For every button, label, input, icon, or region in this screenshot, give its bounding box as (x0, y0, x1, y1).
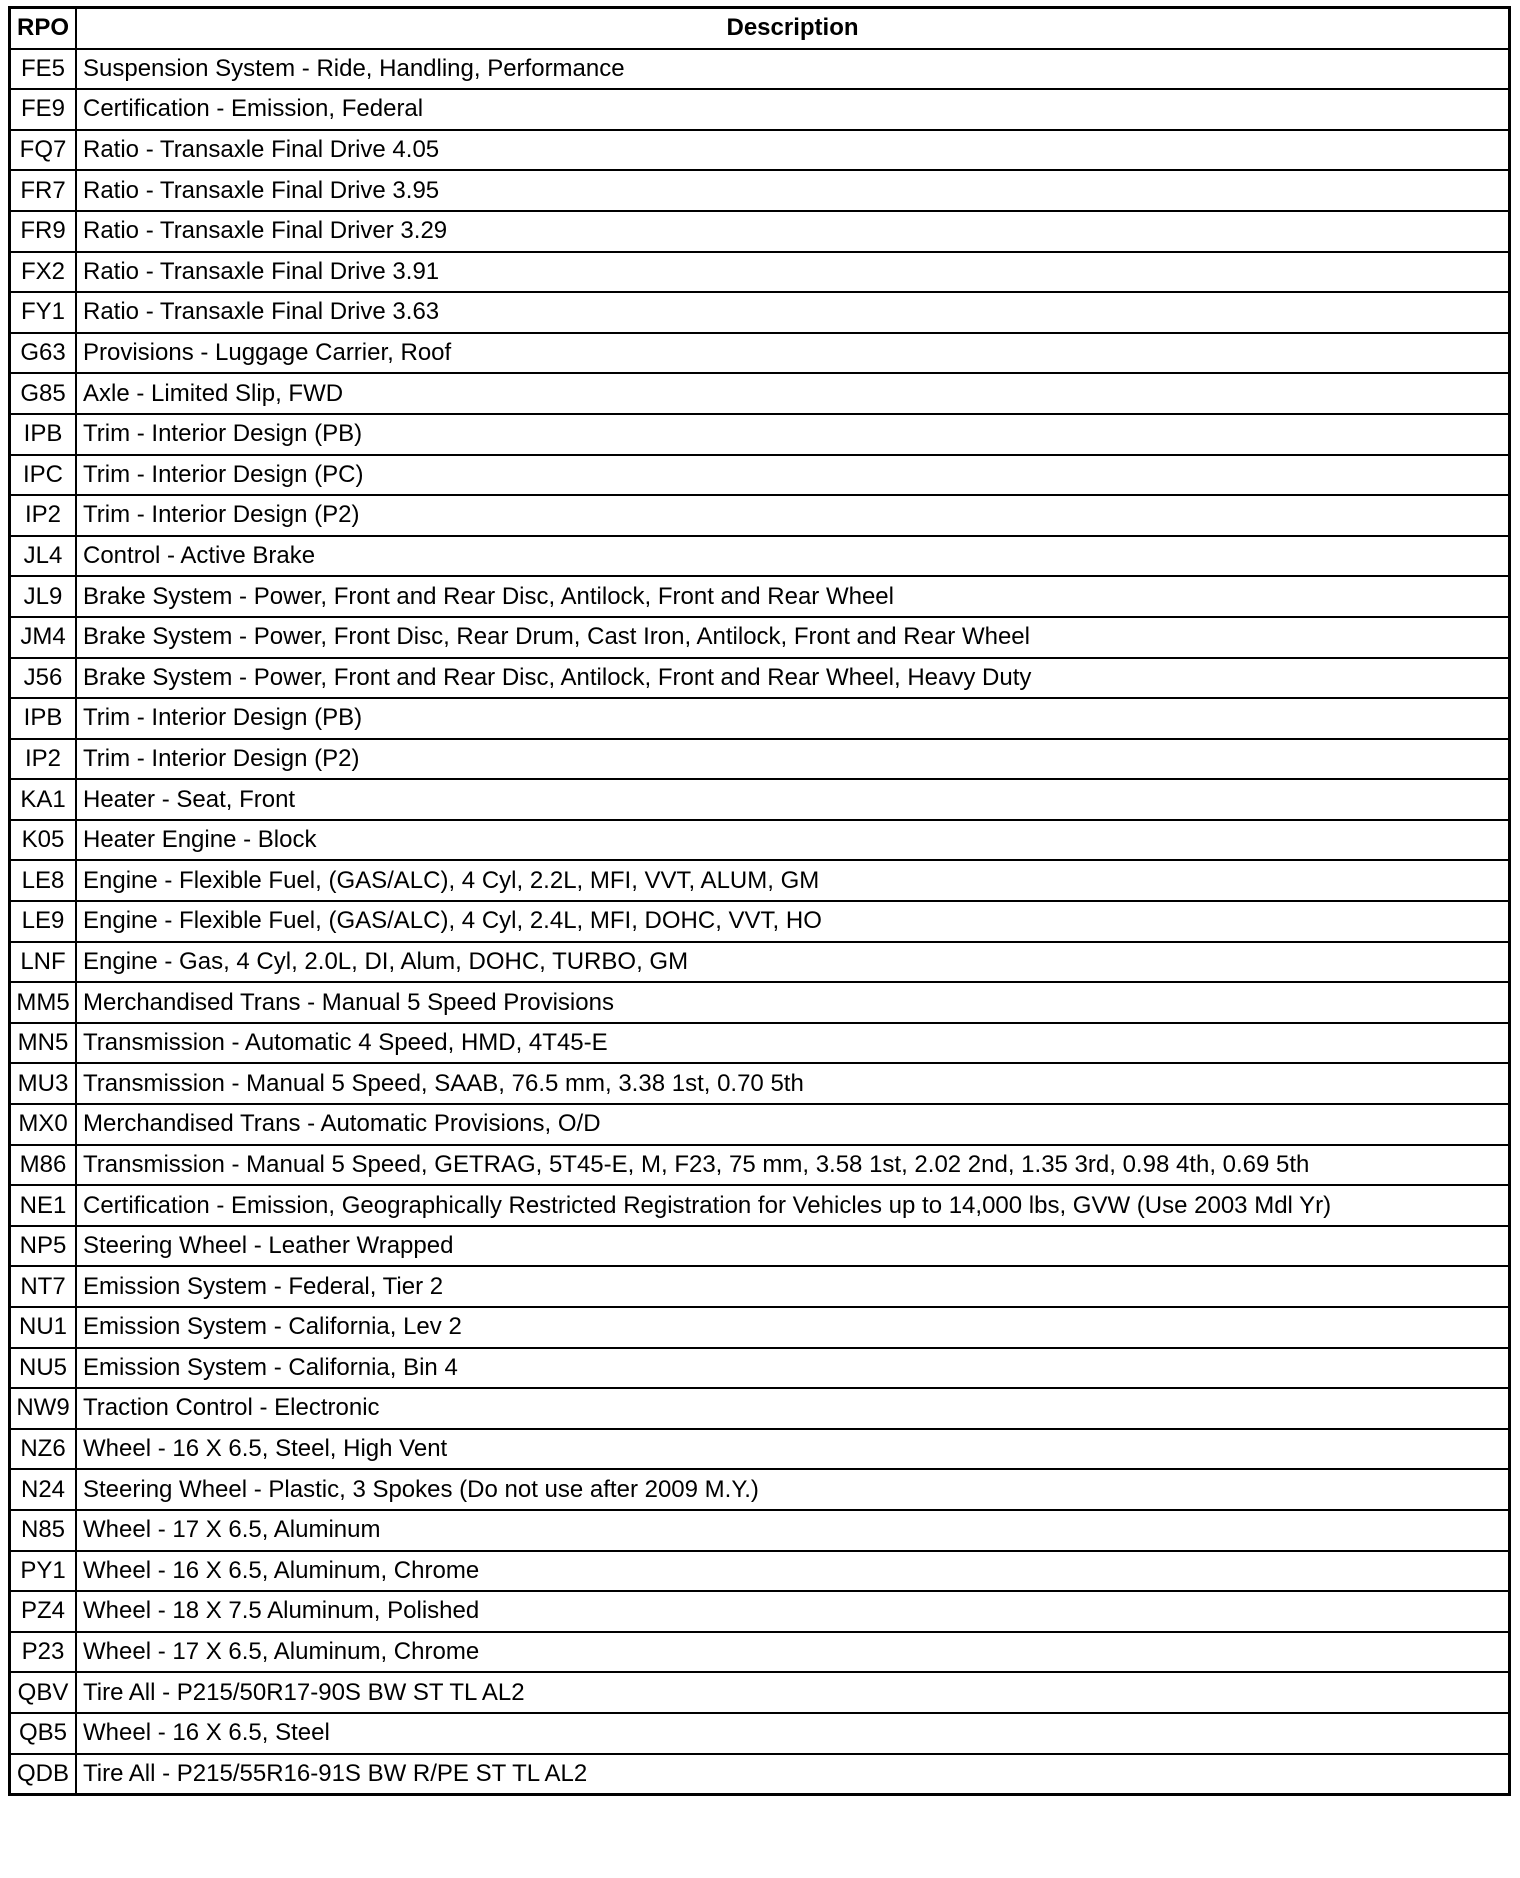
table-row (10, 1104, 1510, 1145)
table-row (10, 1672, 1510, 1713)
description-cell: Control - Active Brake (76, 536, 1510, 577)
description-cell: Certification - Emission, Geographically Restricted Registration for Vehicles up to 14,000 lbs, GVW (Use 2003 Mdl Yr) (76, 1185, 1510, 1226)
rpo-code-cell: MN5 (10, 1023, 77, 1064)
description-cell: Ratio - Transaxle Final Drive 3.95 (76, 170, 1510, 211)
table-row (10, 739, 1510, 780)
table-row (10, 1063, 1510, 1104)
description-cell: Wheel - 16 X 6.5, Steel (76, 1713, 1510, 1754)
rpo-code-cell: JL4 (10, 536, 77, 577)
rpo-code-cell: N85 (10, 1510, 77, 1551)
rpo-code-cell: MU3 (10, 1063, 77, 1104)
rpo-code-cell: J56 (10, 658, 77, 699)
table-row (10, 1226, 1510, 1267)
rpo-code-cell: NU1 (10, 1307, 77, 1348)
table-row (10, 982, 1510, 1023)
rpo-code-cell: QDB (10, 1754, 77, 1795)
rpo-code-cell: FQ7 (10, 130, 77, 171)
description-cell: Engine - Gas, 4 Cyl, 2.0L, DI, Alum, DOHC, TURBO, GM (76, 942, 1510, 983)
rpo-code-cell: IPC (10, 455, 77, 496)
table-row (10, 1551, 1510, 1592)
rpo-code-cell: G85 (10, 373, 77, 414)
rpo-code-cell: PY1 (10, 1551, 77, 1592)
table-row (10, 1307, 1510, 1348)
rpo-code-cell: M86 (10, 1145, 77, 1186)
description-cell: Transmission - Manual 5 Speed, GETRAG, 5T45-E, M, F23, 75 mm, 3.58 1st, 2.02 2nd, 1.35 3rd, 0.98 4th, 0.69 5th (76, 1145, 1510, 1186)
rpo-code-cell: IP2 (10, 495, 77, 536)
table-row (10, 1023, 1510, 1064)
description-cell: Merchandised Trans - Automatic Provisions, O/D (76, 1104, 1510, 1145)
description-cell: Traction Control - Electronic (76, 1388, 1510, 1429)
table-row (10, 211, 1510, 252)
table-row (10, 130, 1510, 171)
table-row (10, 1145, 1510, 1186)
rpo-code-cell: P23 (10, 1632, 77, 1673)
rpo-code-cell: IP2 (10, 739, 77, 780)
table-row (10, 49, 1510, 90)
description-cell: Brake System - Power, Front and Rear Disc, Antilock, Front and Rear Wheel, Heavy Duty (76, 658, 1510, 699)
table-header-row (10, 8, 1510, 49)
description-cell: Provisions - Luggage Carrier, Roof (76, 333, 1510, 374)
table-row (10, 1469, 1510, 1510)
table-row (10, 576, 1510, 617)
table-row (10, 1388, 1510, 1429)
rpo-code-cell: PZ4 (10, 1591, 77, 1632)
rpo-code-cell: LE8 (10, 860, 77, 901)
rpo-code-cell: MX0 (10, 1104, 77, 1145)
description-cell: Merchandised Trans - Manual 5 Speed Provisions (76, 982, 1510, 1023)
description-cell: Tire All - P215/55R16-91S BW R/PE ST TL AL2 (76, 1754, 1510, 1795)
description-cell: Suspension System - Ride, Handling, Performance (76, 49, 1510, 90)
table-row (10, 1591, 1510, 1632)
description-cell: Engine - Flexible Fuel, (GAS/ALC), 4 Cyl, 2.2L, MFI, VVT, ALUM, GM (76, 860, 1510, 901)
description-cell: Ratio - Transaxle Final Drive 3.63 (76, 292, 1510, 333)
table-row (10, 1510, 1510, 1551)
description-cell: Emission System - Federal, Tier 2 (76, 1266, 1510, 1307)
table-row (10, 455, 1510, 496)
rpo-code-cell: NU5 (10, 1348, 77, 1389)
description-cell: Wheel - 16 X 6.5, Steel, High Vent (76, 1429, 1510, 1470)
rpo-code-cell: FR9 (10, 211, 77, 252)
description-cell: Trim - Interior Design (PB) (76, 698, 1510, 739)
table-row (10, 89, 1510, 130)
description-cell: Trim - Interior Design (P2) (76, 495, 1510, 536)
description-cell: Certification - Emission, Federal (76, 89, 1510, 130)
rpo-code-cell: KA1 (10, 779, 77, 820)
rpo-code-cell: NW9 (10, 1388, 77, 1429)
table-row (10, 170, 1510, 211)
table-row (10, 820, 1510, 861)
description-cell: Trim - Interior Design (PC) (76, 455, 1510, 496)
rpo-code-cell: FY1 (10, 292, 77, 333)
description-cell: Transmission - Manual 5 Speed, SAAB, 76.5 mm, 3.38 1st, 0.70 5th (76, 1063, 1510, 1104)
table-row (10, 252, 1510, 293)
rpo-code-cell: LE9 (10, 901, 77, 942)
description-cell: Emission System - California, Lev 2 (76, 1307, 1510, 1348)
table-row (10, 779, 1510, 820)
rpo-code-cell: NZ6 (10, 1429, 77, 1470)
table-row (10, 1754, 1510, 1795)
table-row (10, 1266, 1510, 1307)
table-row (10, 1429, 1510, 1470)
description-cell: Emission System - California, Bin 4 (76, 1348, 1510, 1389)
rpo-code-cell: MM5 (10, 982, 77, 1023)
table-row (10, 942, 1510, 983)
description-cell: Trim - Interior Design (P2) (76, 739, 1510, 780)
table-row (10, 617, 1510, 658)
description-cell: Tire All - P215/50R17-90S BW ST TL AL2 (76, 1672, 1510, 1713)
rpo-code-cell: QBV (10, 1672, 77, 1713)
rpo-code-cell: N24 (10, 1469, 77, 1510)
table-row (10, 1185, 1510, 1226)
table-row (10, 698, 1510, 739)
rpo-column-header: RPO (10, 8, 77, 49)
table-row (10, 658, 1510, 699)
description-column-header: Description (76, 8, 1510, 49)
description-cell: Axle - Limited Slip, FWD (76, 373, 1510, 414)
rpo-code-cell: FX2 (10, 252, 77, 293)
rpo-code-cell: IPB (10, 698, 77, 739)
description-cell: Engine - Flexible Fuel, (GAS/ALC), 4 Cyl, 2.4L, MFI, DOHC, VVT, HO (76, 901, 1510, 942)
description-cell: Steering Wheel - Plastic, 3 Spokes (Do not use after 2009 M.Y.) (76, 1469, 1510, 1510)
rpo-code-cell: FE5 (10, 49, 77, 90)
table-row (10, 860, 1510, 901)
table-row (10, 414, 1510, 455)
description-cell: Steering Wheel - Leather Wrapped (76, 1226, 1510, 1267)
rpo-code-cell: G63 (10, 333, 77, 374)
description-cell: Brake System - Power, Front Disc, Rear Drum, Cast Iron, Antilock, Front and Rear Wheel (76, 617, 1510, 658)
description-cell: Heater - Seat, Front (76, 779, 1510, 820)
rpo-code-cell: LNF (10, 942, 77, 983)
rpo-code-cell: NT7 (10, 1266, 77, 1307)
description-cell: Wheel - 17 X 6.5, Aluminum, Chrome (76, 1632, 1510, 1673)
description-cell: Ratio - Transaxle Final Drive 3.91 (76, 252, 1510, 293)
rpo-code-cell: QB5 (10, 1713, 77, 1754)
table-row (10, 1713, 1510, 1754)
description-cell: Wheel - 17 X 6.5, Aluminum (76, 1510, 1510, 1551)
table-row (10, 292, 1510, 333)
rpo-code-cell: IPB (10, 414, 77, 455)
table-row (10, 373, 1510, 414)
description-cell: Wheel - 16 X 6.5, Aluminum, Chrome (76, 1551, 1510, 1592)
rpo-table (8, 6, 1511, 1796)
description-cell: Brake System - Power, Front and Rear Disc, Antilock, Front and Rear Wheel (76, 576, 1510, 617)
description-cell: Ratio - Transaxle Final Drive 4.05 (76, 130, 1510, 171)
rpo-code-cell: K05 (10, 820, 77, 861)
description-cell: Ratio - Transaxle Final Driver 3.29 (76, 211, 1510, 252)
table-row (10, 333, 1510, 374)
table-row (10, 901, 1510, 942)
table-row (10, 1632, 1510, 1673)
rpo-code-cell: FR7 (10, 170, 77, 211)
description-cell: Wheel - 18 X 7.5 Aluminum, Polished (76, 1591, 1510, 1632)
rpo-code-cell: JL9 (10, 576, 77, 617)
rpo-code-cell: NE1 (10, 1185, 77, 1226)
table-body (10, 49, 1510, 1795)
table-row (10, 536, 1510, 577)
table-row (10, 1348, 1510, 1389)
rpo-code-cell: NP5 (10, 1226, 77, 1267)
table-row (10, 495, 1510, 536)
description-cell: Heater Engine - Block (76, 820, 1510, 861)
rpo-code-cell: JM4 (10, 617, 77, 658)
rpo-code-cell: FE9 (10, 89, 77, 130)
description-cell: Transmission - Automatic 4 Speed, HMD, 4T45-E (76, 1023, 1510, 1064)
description-cell: Trim - Interior Design (PB) (76, 414, 1510, 455)
